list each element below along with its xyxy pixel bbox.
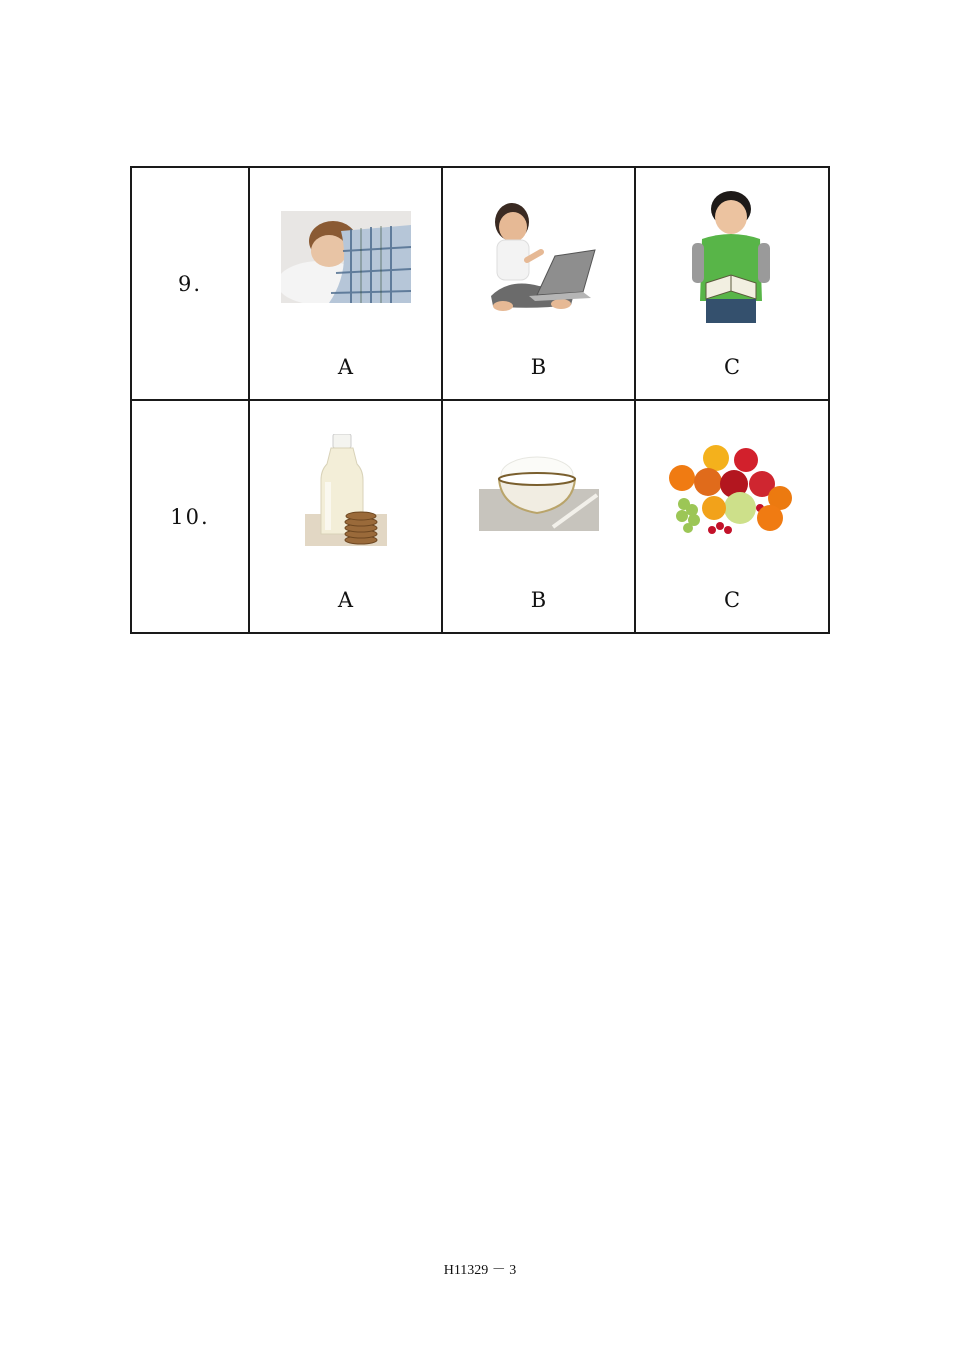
option-letter: B [530, 588, 547, 612]
option-letter: A [337, 355, 354, 379]
option-cell[interactable] [635, 167, 829, 400]
option-cell[interactable] [442, 400, 635, 633]
boy-reading-book-image [636, 186, 828, 328]
question-number-cell [131, 400, 249, 633]
option-cell[interactable] [442, 167, 635, 400]
option-letter: C [723, 355, 741, 379]
question-number: 10. [170, 504, 210, 529]
milk-bottle-and-cookies-image [250, 419, 441, 561]
boy-sleeping-in-bed-image [250, 186, 441, 328]
option-letter: C [723, 588, 741, 612]
question-number: 9. [177, 271, 203, 296]
option-letter: B [530, 355, 547, 379]
option-letter: A [337, 588, 354, 612]
pile-of-fruit-image [636, 419, 828, 561]
question-table [130, 166, 830, 634]
option-cell[interactable] [249, 400, 442, 633]
question-row [131, 167, 829, 400]
bowl-of-rice-image [443, 419, 634, 561]
question-row [131, 400, 829, 633]
page-footer: H11329 － 3 [443, 1263, 517, 1278]
question-number-cell [131, 167, 249, 400]
child-using-laptop-image [443, 186, 634, 328]
option-cell[interactable] [249, 167, 442, 400]
option-cell[interactable] [635, 400, 829, 633]
